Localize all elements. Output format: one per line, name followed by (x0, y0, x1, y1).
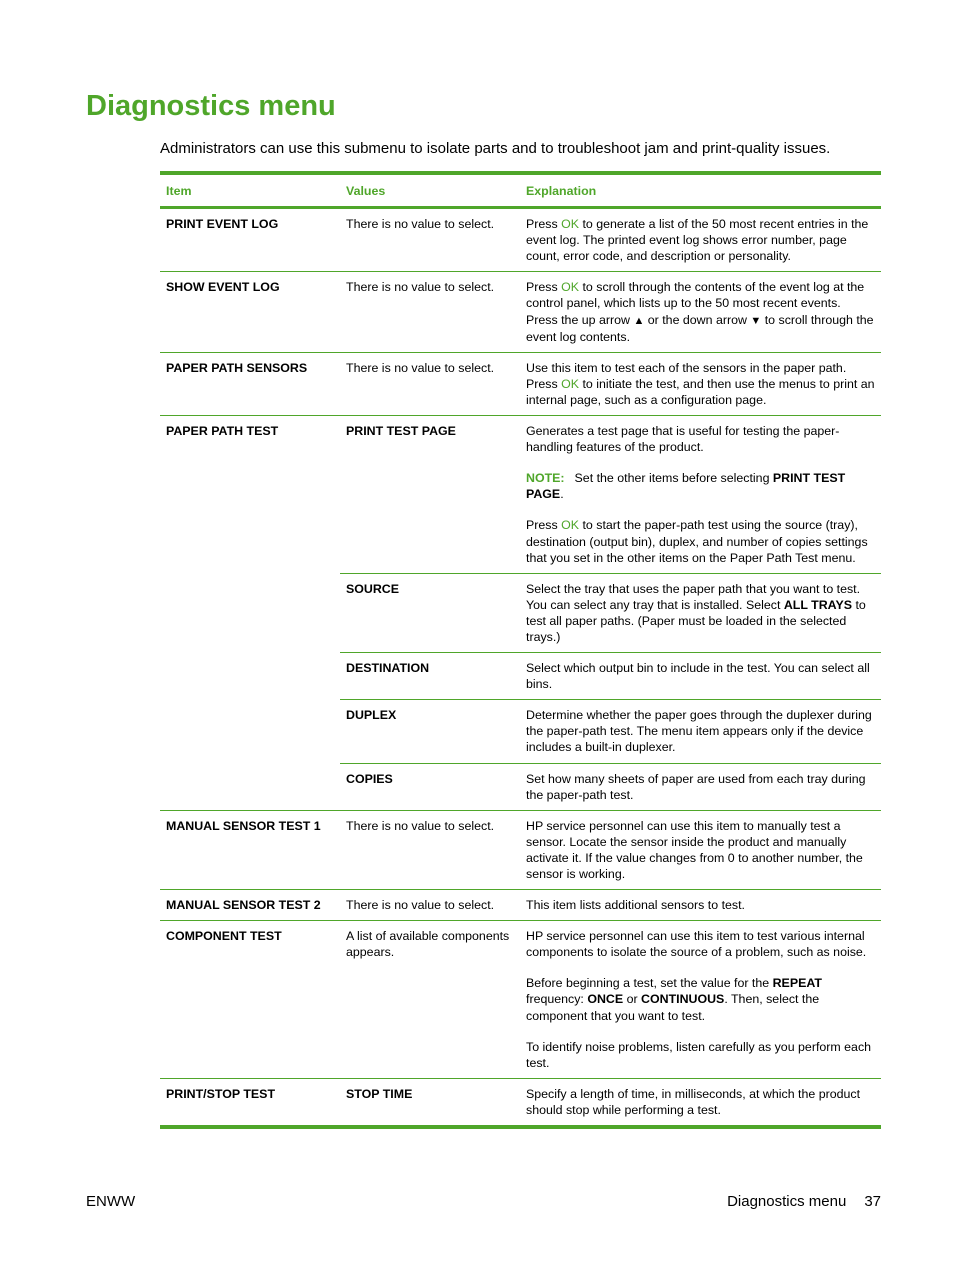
row-explanation: This item lists additional sensors to test. (520, 890, 881, 921)
row-value: There is no value to select. (340, 272, 520, 352)
row-item: PRINT EVENT LOG (166, 217, 279, 232)
row-value: There is no value to select. (346, 217, 495, 232)
down-arrow-icon: ▼ (750, 314, 762, 327)
row-item: PAPER PATH TEST (160, 416, 340, 811)
ok-key: OK (561, 280, 580, 295)
table-row (160, 810, 881, 889)
header-item: Item (166, 184, 192, 198)
row-value: A list of available components appears. (340, 921, 520, 1079)
table-row (160, 890, 881, 921)
table-row (160, 416, 881, 574)
table-row (160, 272, 881, 352)
row-explanation: Set how many sheets of paper are used from each tray during the paper-path test. (520, 763, 881, 810)
table-row (160, 352, 881, 415)
header-explanation: Explanation (526, 184, 597, 198)
intro-paragraph: Administrators can use this submenu to isolate parts and to troubleshoot jam and print-quality issues. (160, 140, 831, 157)
footer-left-label: ENWW (86, 1193, 136, 1210)
row-value: DESTINATION (340, 653, 520, 700)
row-explanation: Select the tray that uses the paper path that you want to test. You can select any tray that is installed. Select ALL TRAYS to test all paper paths. (Paper must be loaded in the selected trays.) (520, 573, 881, 652)
table-row (160, 208, 881, 272)
row-explanation: Specify a length of time, in milliseconds, at which the product should stop while performing a test. (520, 1078, 881, 1127)
ok-key: OK (561, 518, 580, 533)
row-value: There is no value to select. (340, 890, 520, 921)
header-values: Values (346, 184, 386, 198)
row-value: There is no value to select. (340, 810, 520, 889)
row-item: SHOW EVENT LOG (160, 272, 340, 352)
row-explanation: Press OK to scroll through the contents of the event log at the control panel, which lists up to the 50 most recent events. Press the up arrow ▲ or the down arrow ▼ to scroll through the event log contents. (520, 272, 881, 352)
table-row (160, 921, 881, 1079)
ok-key: OK (561, 217, 580, 232)
row-item: MANUAL SENSOR TEST 1 (160, 810, 340, 889)
row-explanation: Use this item to test each of the sensors in the paper path. Press OK to initiate the test, and then use the menus to print an internal page, such as a configuration page. (520, 352, 881, 415)
page-number: 37 (864, 1193, 881, 1210)
row-explanation: HP service personnel can use this item to test various internal components to isolate the source of a problem, such as noise. Before beginning a test, set the value for the REPEAT frequency: ONCE or CONTINUOUS. Then, select the component that you want to test. To identify noise problems, listen carefully as you perform each test. (520, 921, 881, 1079)
row-explanation: Select which output bin to include in the test. You can select all bins. (520, 653, 881, 700)
row-explanation: Press OK to generate a list of the 50 most recent entries in the event log. The printed event log shows error number, page count, error code, and description or personality. (526, 217, 869, 264)
row-value: STOP TIME (340, 1078, 520, 1127)
row-item: PRINT/STOP TEST (160, 1078, 340, 1127)
row-explanation: Generates a test page that is useful for testing the paper-handling features of the product. NOTE: Set the other items before selecting PRINT TEST PAGE. Press OK to start the paper-path test using the source (tray), destination (output bin), duplex, and number of copies settings that you set in the other items on the Paper Path Test menu. (520, 416, 881, 574)
note: NOTE: Set the other items before selecting PRINT TEST PAGE. (526, 471, 846, 502)
row-value: PRINT TEST PAGE (340, 416, 520, 574)
footer-section-title: Diagnostics menu (727, 1193, 847, 1210)
row-item: COMPONENT TEST (160, 921, 340, 1079)
row-value: COPIES (340, 763, 520, 810)
footer-right (727, 1193, 881, 1210)
table-row (160, 1078, 881, 1127)
row-value: DUPLEX (340, 700, 520, 763)
table-header (160, 173, 881, 208)
up-arrow-icon: ▲ (633, 314, 645, 327)
note-label: NOTE: (526, 471, 565, 486)
row-explanation: Determine whether the paper goes through the duplexer during the paper-path test. The menu item appears only if the device includes a built-in duplexer. (520, 700, 881, 763)
row-item: MANUAL SENSOR TEST 2 (160, 890, 340, 921)
page-title: Diagnostics menu (86, 90, 336, 122)
row-explanation: HP service personnel can use this item to manually test a sensor. Locate the sensor inside the product and manually activate it. If the value changes from 0 to another number, the sensor is working. (520, 810, 881, 889)
row-value: SOURCE (340, 573, 520, 652)
row-value: There is no value to select. (340, 352, 520, 415)
diagnostics-menu-table (160, 171, 881, 1129)
row-item: PAPER PATH SENSORS (160, 352, 340, 415)
ok-key: OK (561, 376, 580, 391)
